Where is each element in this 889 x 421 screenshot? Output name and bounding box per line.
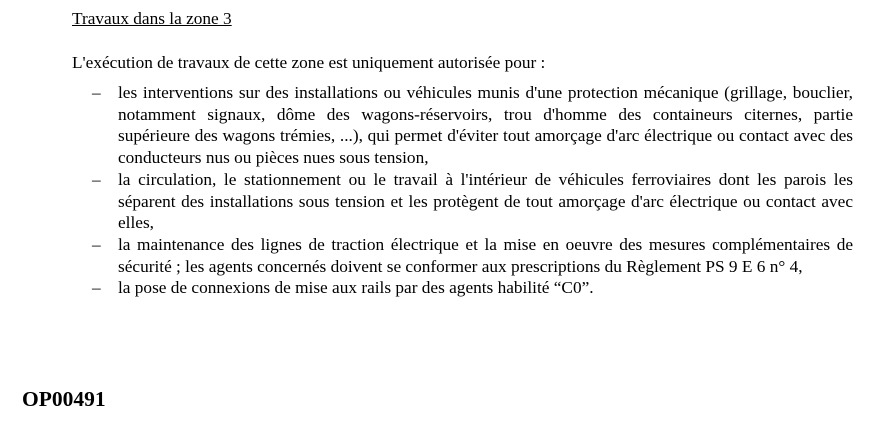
list-item <box>92 82 853 169</box>
document-code: OP00491 <box>22 387 106 411</box>
bullet-dash: – <box>92 278 101 298</box>
list-item <box>92 277 853 299</box>
list-item <box>92 234 853 277</box>
bullet-dash: – <box>92 234 101 254</box>
list-item-text: les interventions sur des installations ou véhicules munis d'une protection mécanique (grillage, bouclier, notamment signaux, dôme des wagons-réservoirs, trou d'homme des containeurs citernes, partie supérieure des wagons trémies, ...), qui permet d'éviter tout amorçage d'arc électrique ou contact avec des conducteurs nus ou pièces nues sous tension, <box>118 83 853 168</box>
list-item-text: la circulation, le stationnement ou le travail à l'intérieur de véhicules ferroviaires dont les parois les séparent des installations sous tension et les protègent de tout amorçage d'arc électrique ou contact avec elles, <box>118 169 853 233</box>
list-item-text: la pose de connexions de mise aux rails par des agents habilité “C0”. <box>118 278 594 298</box>
section-heading: Travaux dans la zone 3 <box>72 9 232 28</box>
bullet-dash: – <box>92 169 101 189</box>
authorized-works-list <box>92 82 853 299</box>
intro-paragraph: L'exécution de travaux de cette zone est uniquement autorisée pour : <box>72 53 546 72</box>
list-item <box>92 169 853 234</box>
bullet-dash: – <box>92 83 101 102</box>
list-item-text: la maintenance des lignes de traction électrique et la mise en oeuvre des mesures complémentaires de sécurité ; les agents concernés doivent se conformer aux prescriptions du Règlement PS 9 E 6 n° 4, <box>118 234 853 276</box>
